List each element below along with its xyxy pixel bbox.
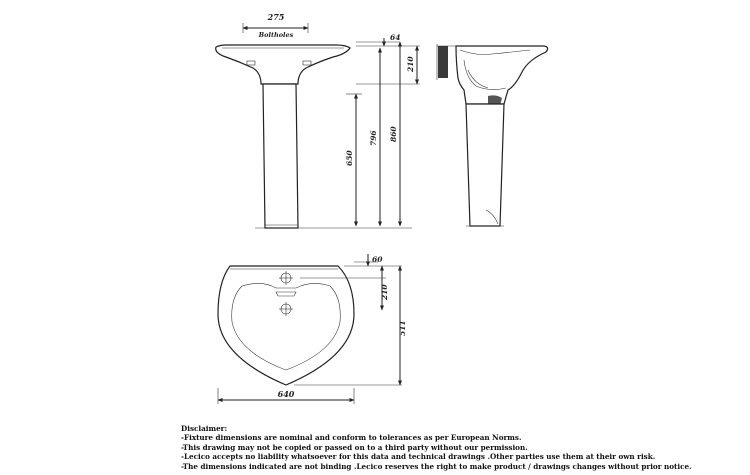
dim-64: 64 xyxy=(390,33,401,42)
dim-511: 511 xyxy=(398,320,407,336)
bolt-dim-value: 275 xyxy=(267,12,285,22)
disclaimer-line: -Lecico accepts no liability whatsoever for this data and technical drawings .Other parties use them at their own risk. xyxy=(181,452,656,462)
plan-view xyxy=(218,254,407,404)
front-pedestal xyxy=(263,84,298,228)
disclaimer-title: Disclaimer: xyxy=(181,424,228,433)
front-elevation xyxy=(216,12,420,228)
dim-210-front: 210 xyxy=(406,56,415,72)
dim-650: 650 xyxy=(345,150,354,166)
side-trap xyxy=(438,46,448,78)
dim-860: 860 xyxy=(389,126,398,142)
dim-796: 796 xyxy=(369,130,378,146)
side-elevation xyxy=(437,44,548,226)
front-dimensions xyxy=(345,33,420,226)
dim-640: 640 xyxy=(277,389,295,399)
dim-60: 60 xyxy=(372,255,383,264)
bolt-dimension xyxy=(243,12,308,39)
bolt-dim-label: Boltholes xyxy=(258,31,294,39)
disclaimer xyxy=(181,424,741,471)
side-pedestal xyxy=(466,104,504,226)
disclaimer-line: -This drawing may not be copied or passed on to a third party without our permission. xyxy=(181,442,528,452)
side-basin xyxy=(456,46,548,104)
disclaimer-line: -Fixture dimensions are nominal and conform to tolerances as per European Norms. xyxy=(181,433,522,443)
dim-210-plan: 210 xyxy=(380,284,389,300)
disclaimer-line: -The dimensions indicated are not binding .Lecico reserves the right to make product / drawings changes without prior notice. xyxy=(181,461,692,471)
front-basin xyxy=(216,45,350,84)
